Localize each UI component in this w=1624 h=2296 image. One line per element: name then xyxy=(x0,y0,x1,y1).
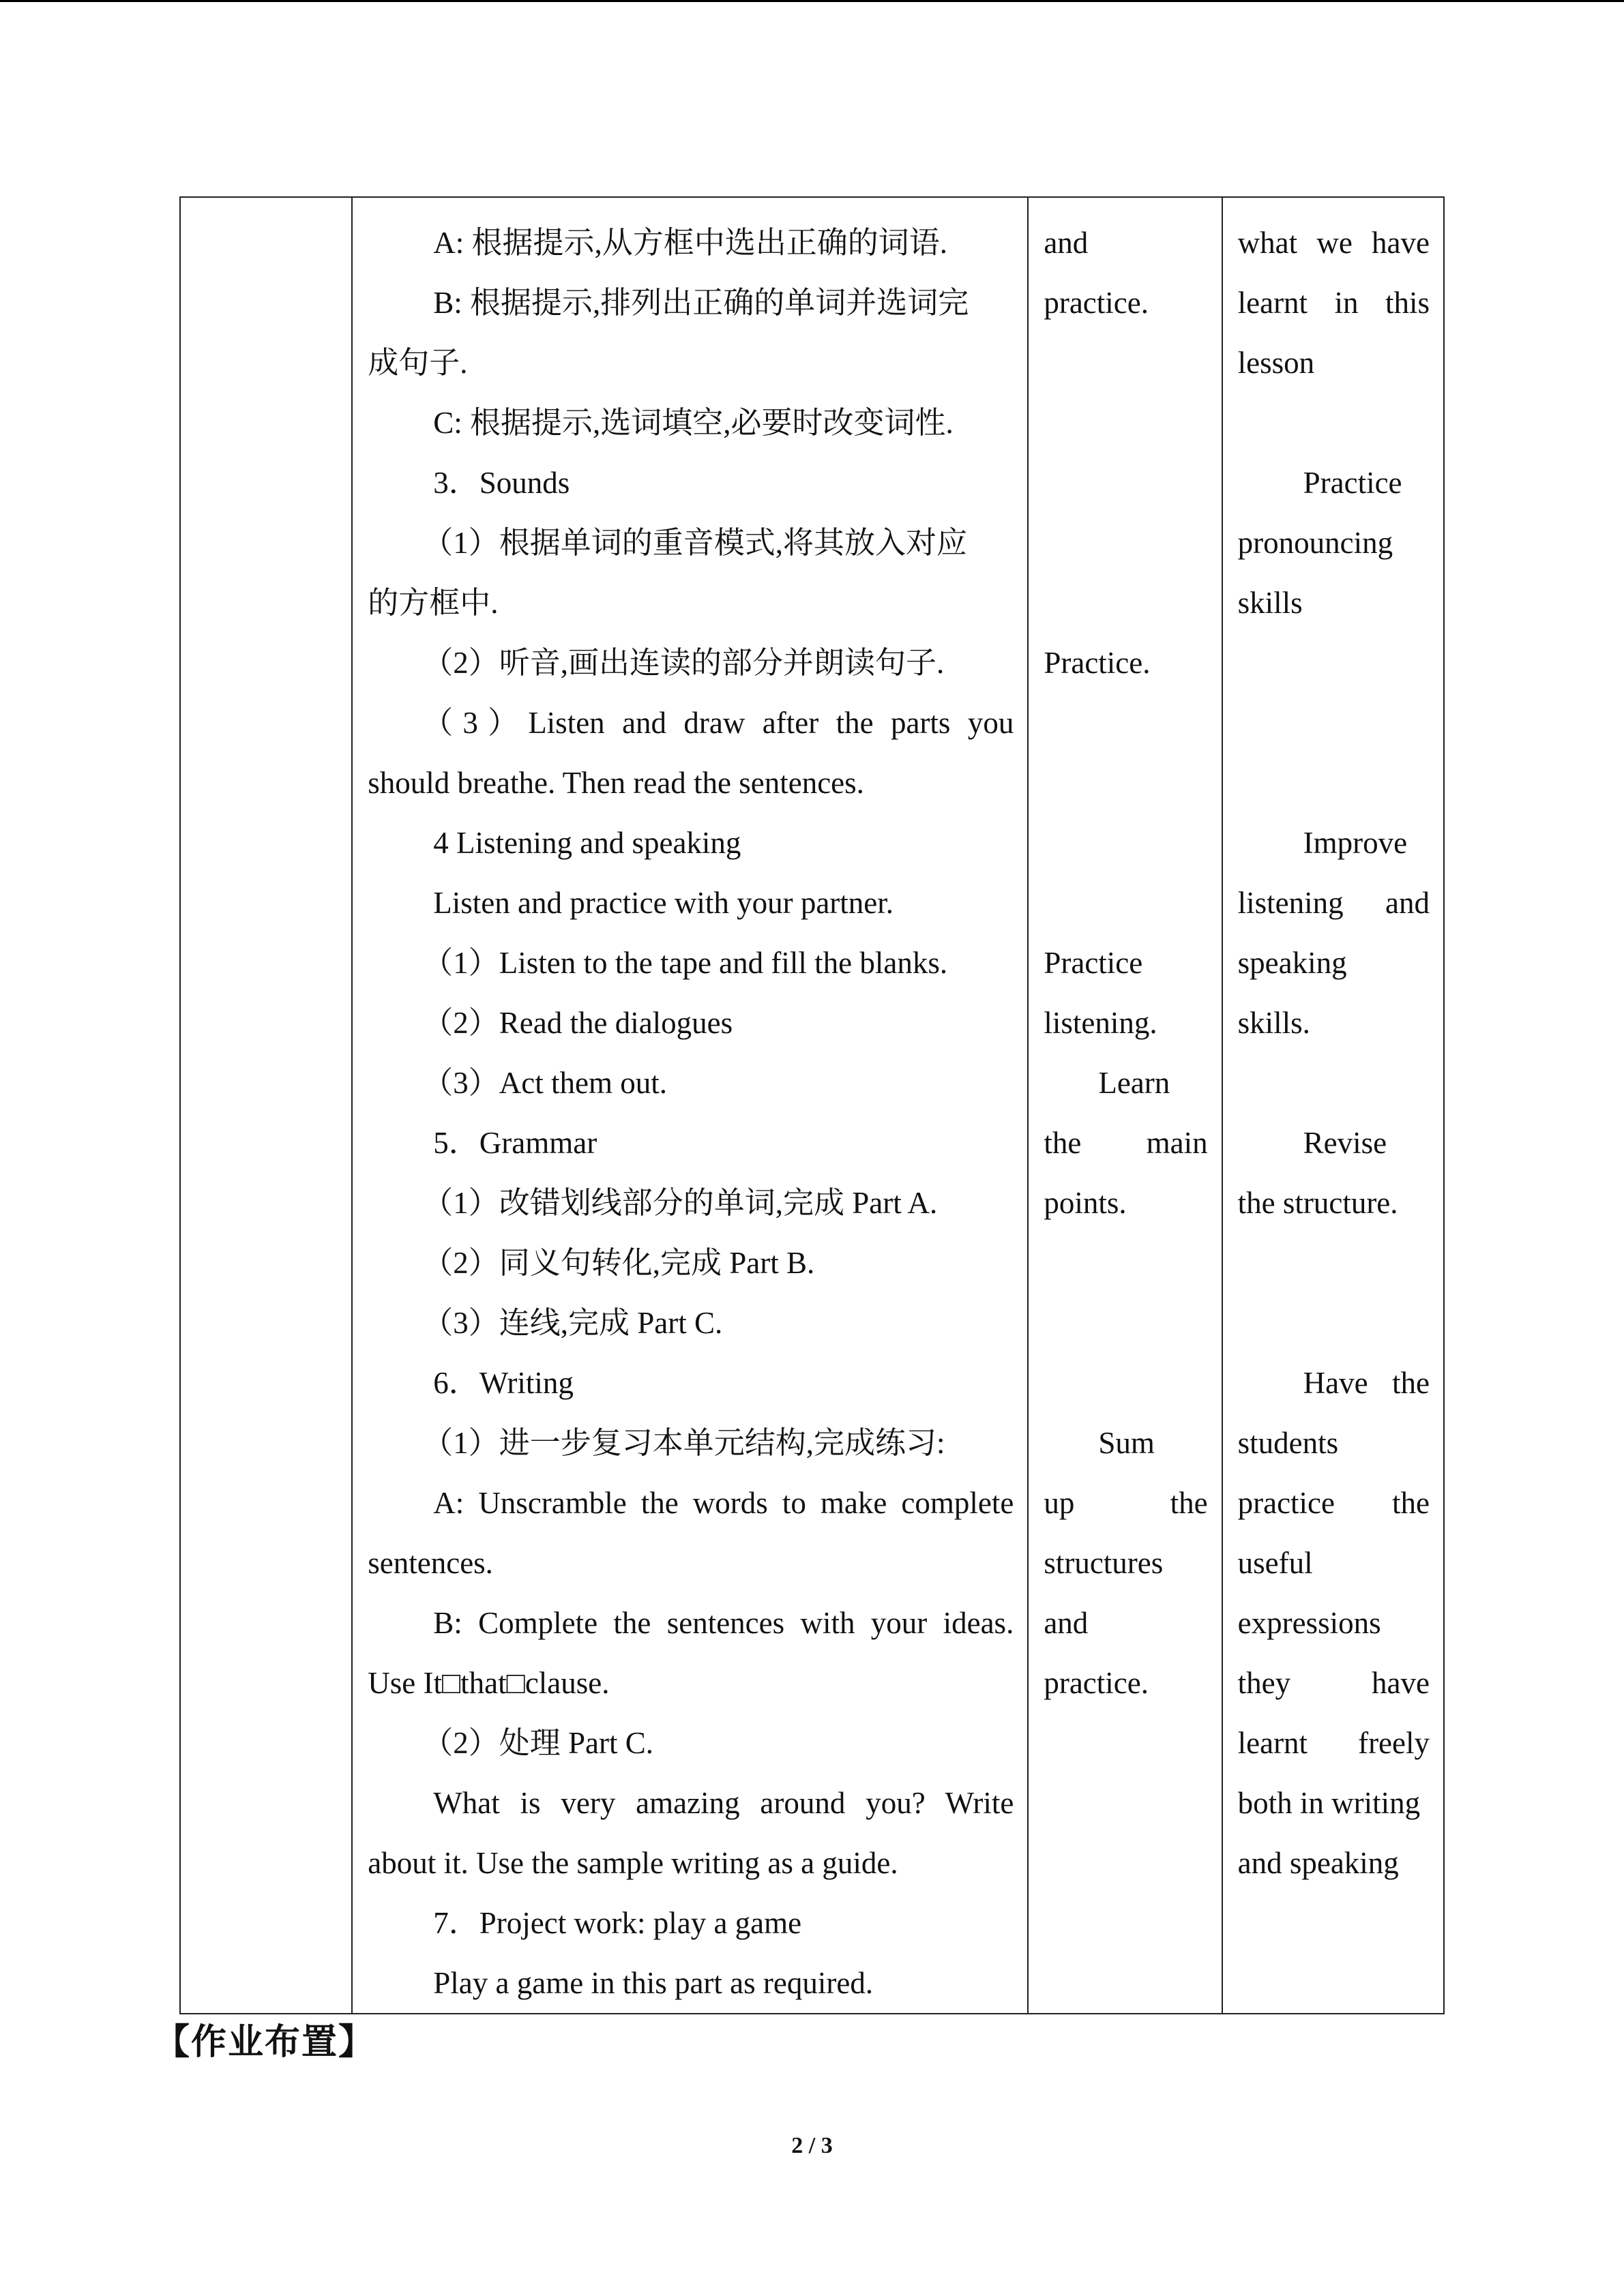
purpose-line: listening and xyxy=(1237,886,1430,920)
activity-line: about it. Use the sample writing as a guide. xyxy=(368,1846,898,1880)
student-line: practice. xyxy=(1044,1666,1149,1700)
purpose-line: lesson xyxy=(1237,346,1315,380)
activity-line: （3）连线,完成 Part C. xyxy=(422,1306,723,1340)
student-line: Sum xyxy=(1098,1426,1155,1460)
purpose-line: pronouncing xyxy=(1237,526,1393,560)
student-line: up the xyxy=(1044,1486,1208,1520)
student-line: and xyxy=(1044,226,1089,260)
purpose-line: expressions xyxy=(1237,1606,1381,1640)
purpose-line: learnt in this xyxy=(1237,286,1430,320)
activity-line: 的方框中. xyxy=(368,586,499,620)
activity-line: （1）Listen to the tape and fill the blanks. xyxy=(422,946,948,980)
purpose-line: they have xyxy=(1237,1666,1430,1700)
purpose-line: Practice xyxy=(1303,466,1402,500)
stage-cell xyxy=(180,197,352,2014)
activity-line: （2）处理 Part C. xyxy=(422,1726,654,1760)
purpose-line: Improve xyxy=(1303,826,1408,860)
purpose-line: skills. xyxy=(1237,1006,1310,1040)
student-line: Practice. xyxy=(1044,646,1151,680)
purpose-line: the structure. xyxy=(1237,1186,1398,1220)
activity-line: （1）改错划线部分的单词,完成 Part A. xyxy=(422,1186,938,1220)
lesson-plan-table xyxy=(179,196,1445,2014)
page-number: 2 / 3 xyxy=(791,2133,833,2158)
activity-line: should breathe. Then read the sentences. xyxy=(368,766,864,800)
activity-heading: 5．Grammar xyxy=(433,1126,597,1160)
activity-line: Play a game in this part as required. xyxy=(433,1966,874,2000)
student-line: points. xyxy=(1044,1186,1127,1220)
purpose-line: both in writing xyxy=(1237,1786,1421,1820)
student-activity-cell xyxy=(1028,197,1222,2014)
activities-cell xyxy=(352,197,1028,2014)
activity-line: A: 根据提示,从方框中选出正确的词语. xyxy=(433,226,948,260)
activity-line: （1）进一步复习本单元结构,完成练习: xyxy=(422,1426,945,1460)
student-line: and xyxy=(1044,1606,1089,1640)
activity-line: （2）听音,画出连读的部分并朗读句子. xyxy=(422,646,945,680)
activity-line: B: Complete the sentences with your ideas. xyxy=(433,1606,1014,1640)
activity-line: Listen and practice with your partner. xyxy=(433,886,894,920)
purpose-line: students xyxy=(1237,1426,1339,1460)
homework-heading: 【作业布置】 xyxy=(154,2022,376,2063)
table-row xyxy=(180,197,1444,2014)
purpose-cell xyxy=(1222,197,1444,2014)
activity-line: What is very amazing around you? Write xyxy=(433,1786,1014,1820)
activity-line: （2）同义句转化,完成 Part B. xyxy=(422,1246,815,1280)
student-line: listening. xyxy=(1044,1006,1157,1040)
purpose-line: what we have xyxy=(1237,226,1430,260)
purpose-line: useful xyxy=(1237,1546,1313,1580)
activity-line: Use It□that□clause. xyxy=(368,1666,610,1700)
activity-line: A: Unscramble the words to make complete xyxy=(433,1486,1014,1520)
activity-heading: 4 Listening and speaking xyxy=(433,826,741,860)
page-top-rule xyxy=(0,0,1624,2)
purpose-line: practice the xyxy=(1237,1486,1430,1520)
activity-line: （3）Listen and draw after the parts you xyxy=(422,706,1014,740)
purpose-line: learnt freely xyxy=(1237,1726,1430,1760)
activity-line: （2）Read the dialogues xyxy=(422,1006,733,1040)
activity-line: 成句子. xyxy=(368,346,468,380)
activity-line: sentences. xyxy=(368,1546,493,1580)
student-line: practice. xyxy=(1044,286,1149,320)
student-line: Practice xyxy=(1044,946,1143,980)
activity-line: C: 根据提示,选词填空,必要时改变词性. xyxy=(433,406,954,440)
activity-line: （1）根据单词的重音模式,将其放入对应 xyxy=(422,526,968,560)
purpose-line: Have the xyxy=(1303,1366,1430,1400)
activity-heading: 6．Writing xyxy=(433,1366,574,1400)
student-line: Learn xyxy=(1098,1066,1170,1100)
activity-line: （3）Act them out. xyxy=(422,1066,667,1100)
purpose-line: and speaking xyxy=(1237,1846,1399,1880)
student-line: the main xyxy=(1044,1126,1208,1160)
activity-line: B: 根据提示,排列出正确的单词并选词完 xyxy=(433,286,969,320)
purpose-line: skills xyxy=(1237,586,1303,620)
purpose-line: Revise xyxy=(1303,1126,1387,1160)
student-line: structures xyxy=(1044,1546,1164,1580)
purpose-line: speaking xyxy=(1237,946,1347,980)
activity-heading: 7．Project work: play a game xyxy=(433,1906,802,1940)
activity-heading: 3．Sounds xyxy=(433,466,570,500)
